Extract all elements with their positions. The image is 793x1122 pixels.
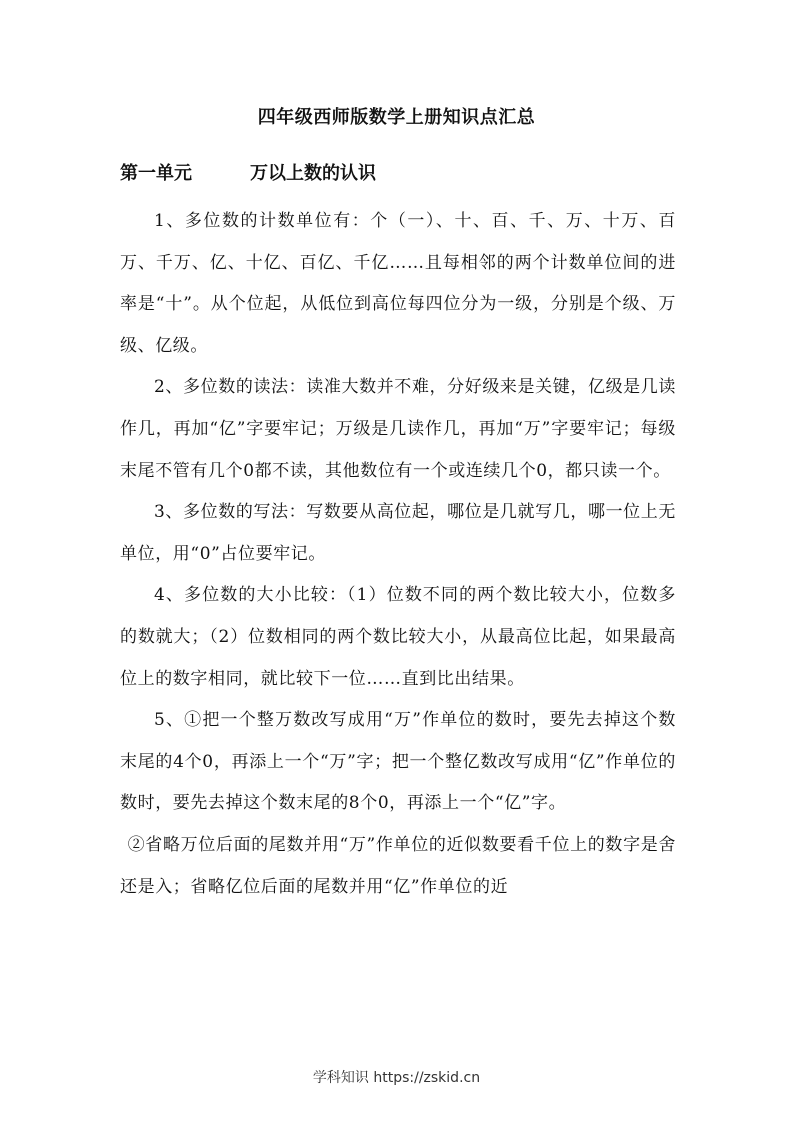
paragraph-5: 5、①把一个整万数改写成用“万”作单位的数时，要先去掉这个数末尾的4个0，再添上一个“万”字；把一个整亿数改写成用“亿”作单位的数时，要先去掉这个数末尾的8个0，再添上一个“亿”字。 bbox=[120, 710, 676, 814]
unit-label: 第一单元 bbox=[120, 163, 192, 184]
document-title: 四年级西师版数学上册知识点汇总 bbox=[257, 107, 536, 128]
paragraph-1: 1、多位数的计数单位有：个（一）、十、百、千、万、十万、百万、千万、亿、十亿、百亿、千亿……且每相邻的两个计数单位间的进率是“十”。从个位起，从低位到高位每四位分为一级，分别是个级、万级、亿级。 bbox=[120, 211, 676, 356]
page-footer[interactable]: 学科知识 https://zskid.cn bbox=[312, 1070, 481, 1086]
paragraph-2: 2、多位数的读法：读准大数并不难，分好级来是关键，亿级是几读作几，再加“亿”字要牢记；万级是几读作几，再加“万”字要牢记；每级末尾不管有几个0都不读，其他数位有一个或连续几个0，都只读一个。 bbox=[120, 377, 676, 481]
paragraph-6: ②省略万位后面的尾数并用“万”作单位的近似数要看千位上的数字是舍还是入；省略亿位后面的尾数并用“亿”作单位的近 bbox=[120, 834, 676, 897]
paragraph-4: 4、多位数的大小比较：（1）位数不同的两个数比较大小，位数多的数就大；（2）位数相同的两个数比较大小，从最高位比起，如果最高位上的数字相同，就比较下一位……直到比出结果。 bbox=[120, 585, 676, 689]
document-body bbox=[120, 201, 676, 908]
unit-name: 万以上数的认识 bbox=[250, 163, 376, 184]
paragraph-3: 3、多位数的写法：写数要从高位起，哪位是几就写几，哪一位上无单位，用“0”占位要牢记。 bbox=[120, 502, 676, 564]
unit-heading bbox=[120, 161, 376, 187]
